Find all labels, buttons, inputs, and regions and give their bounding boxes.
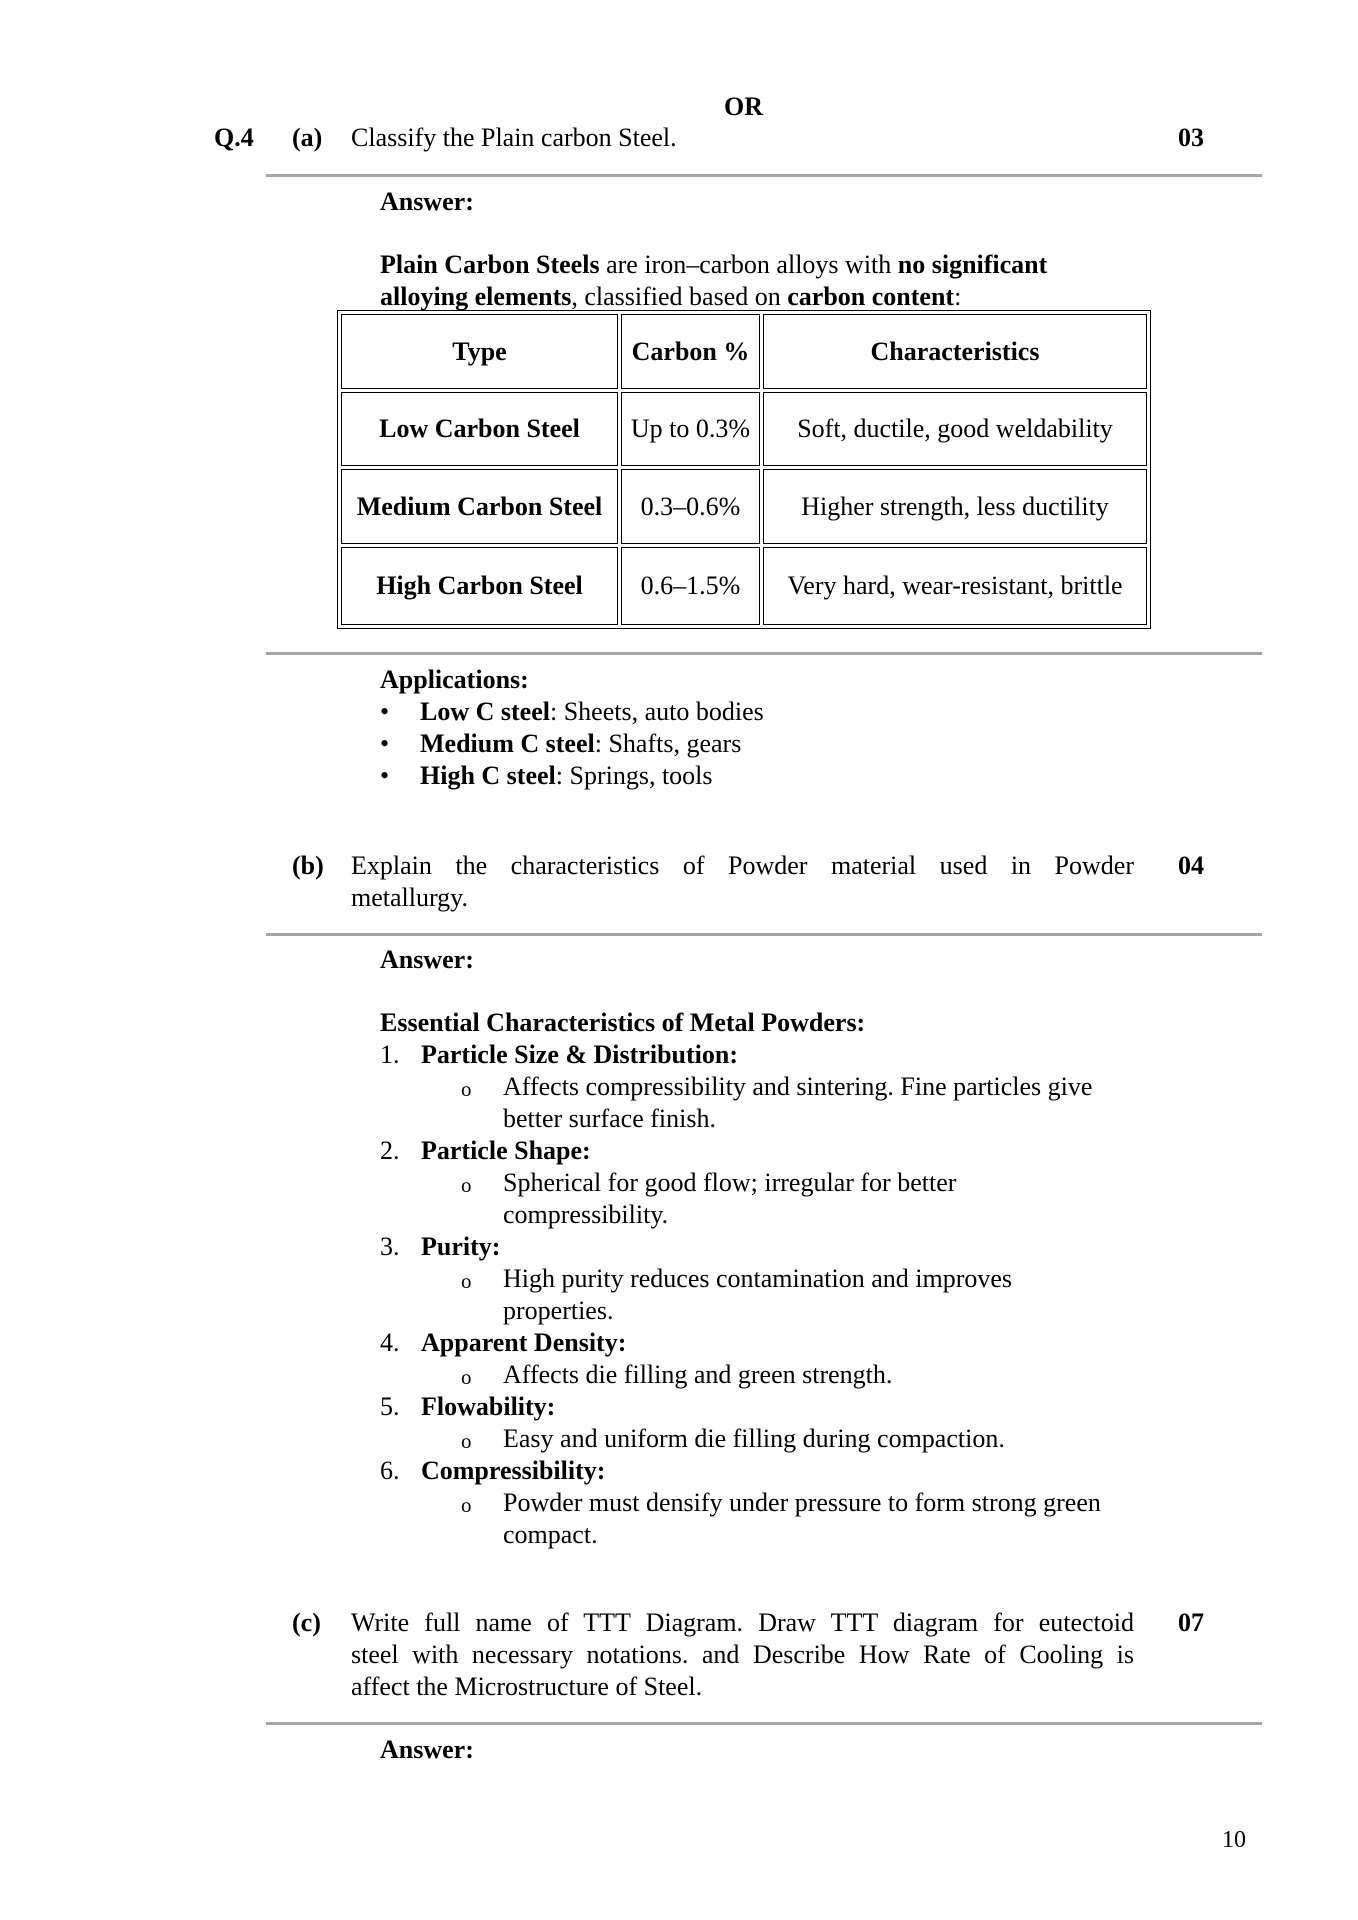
application-item: • High C steel: Springs, tools [380, 761, 713, 790]
list-item-number: 1. [380, 1040, 400, 1069]
bullet-icon: • [380, 761, 390, 790]
bullet-icon: • [380, 729, 390, 758]
table-header-cell: Carbon % [621, 314, 760, 389]
divider-rule [266, 1722, 1262, 1725]
list-item-title: Purity: [421, 1232, 501, 1261]
table-cell-carbon: 0.6–1.5% [621, 547, 760, 625]
question-number: Q.4 [214, 123, 254, 152]
sub-bullet-icon: o [461, 1173, 472, 1197]
application-item: • Low C steel: Sheets, auto bodies [380, 697, 764, 726]
part-a-label: (a) [292, 123, 323, 152]
list-item-text: better surface finish. [503, 1104, 716, 1133]
sub-bullet-icon: o [461, 1365, 472, 1389]
divider-rule [266, 174, 1262, 177]
or-heading: OR [724, 92, 763, 121]
application-item: • Medium C steel: Shafts, gears [380, 729, 742, 758]
list-item-title: Compressibility: [421, 1456, 606, 1485]
list-item-title: Flowability: [421, 1392, 556, 1421]
list-item-title: Apparent Density: [421, 1328, 627, 1357]
list-item-number: 6. [380, 1456, 400, 1485]
sub-bullet-icon: o [461, 1077, 472, 1101]
part-c-answer-label: Answer: [380, 1735, 474, 1764]
list-item-title: Particle Size & Distribution: [421, 1040, 738, 1069]
bullet-icon: • [380, 697, 390, 726]
part-c-question-line2: steel with necessary notations. and Describe How Rate of Cooling is [351, 1640, 1134, 1669]
list-item-text: properties. [503, 1296, 614, 1325]
table-cell-type: High Carbon Steel [341, 547, 618, 625]
table-header-cell: Type [341, 314, 618, 389]
part-c-marks: 07 [1178, 1608, 1204, 1637]
divider-rule [266, 933, 1262, 936]
table-row [341, 392, 1147, 466]
table-header-cell: Characteristics [763, 314, 1147, 389]
table-cell-characteristics: Higher strength, less ductility [763, 469, 1147, 543]
table-row [341, 547, 1147, 625]
table-header-row [341, 314, 1147, 389]
table-cell-type: Low Carbon Steel [341, 392, 618, 466]
list-item-text: Affects die filling and green strength. [503, 1360, 893, 1389]
list-item-text: Easy and uniform die filling during compaction. [503, 1424, 1005, 1453]
page-number: 10 [1222, 1827, 1246, 1853]
part-a-marks: 03 [1178, 123, 1204, 152]
list-item-text: Powder must densify under pressure to form strong green [503, 1488, 1101, 1517]
list-item-number: 2. [380, 1136, 400, 1165]
part-c-question-line1: Write full name of TTT Diagram. Draw TTT diagram for eutectoid [351, 1608, 1134, 1637]
list-item-text: Affects compressibility and sintering. Fine particles give [503, 1072, 1093, 1101]
table-cell-characteristics: Soft, ductile, good weldability [763, 392, 1147, 466]
list-item-text: compact. [503, 1520, 598, 1549]
table-cell-carbon: 0.3–0.6% [621, 469, 760, 543]
sub-bullet-icon: o [461, 1429, 472, 1453]
part-c-label: (c) [292, 1608, 321, 1637]
table-cell-carbon: Up to 0.3% [621, 392, 760, 466]
part-a-question: Classify the Plain carbon Steel. [351, 123, 677, 152]
list-item-text: compressibility. [503, 1200, 669, 1229]
part-a-intro-line2: alloying elements, classified based on carbon content: [380, 282, 962, 311]
list-item-number: 4. [380, 1328, 400, 1357]
list-item-number: 5. [380, 1392, 400, 1421]
sub-bullet-icon: o [461, 1493, 472, 1517]
part-c-question-line3: affect the Microstructure of Steel. [351, 1672, 703, 1701]
divider-rule [266, 652, 1262, 655]
part-b-heading: Essential Characteristics of Metal Powders: [380, 1008, 866, 1037]
applications-label: Applications: [380, 665, 529, 694]
part-a-answer-label: Answer: [380, 187, 474, 216]
table-cell-type: Medium Carbon Steel [341, 469, 618, 543]
steel-classification-table [337, 310, 1151, 629]
part-b-answer-label: Answer: [380, 945, 474, 974]
list-item-title: Particle Shape: [421, 1136, 591, 1165]
part-a-intro-line1: Plain Carbon Steels are iron–carbon alloys with no significant [380, 250, 1048, 279]
list-item-text: High purity reduces contamination and improves [503, 1264, 1013, 1293]
part-b-marks: 04 [1178, 851, 1204, 880]
part-b-label: (b) [292, 851, 324, 880]
sub-bullet-icon: o [461, 1269, 472, 1293]
list-item-text: Spherical for good flow; irregular for better [503, 1168, 957, 1197]
table-row [341, 469, 1147, 543]
list-item-number: 3. [380, 1232, 400, 1261]
part-b-question-line1: Explain the characteristics of Powder material used in Powder [351, 851, 1134, 880]
table-cell-characteristics: Very hard, wear-resistant, brittle [763, 547, 1147, 625]
part-b-question-line2: metallurgy. [351, 883, 468, 912]
